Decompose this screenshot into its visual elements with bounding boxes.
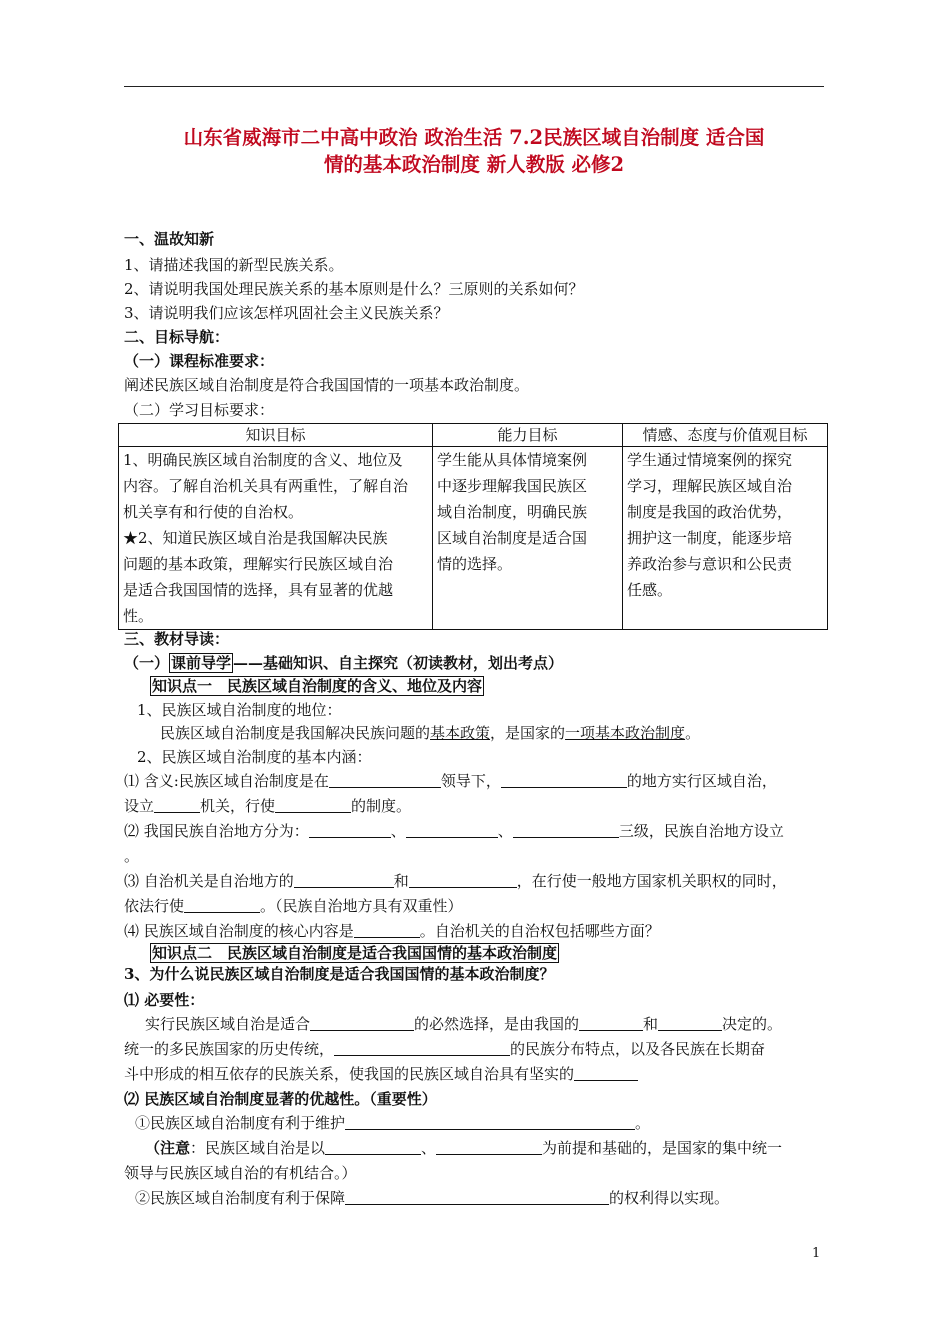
s1-q3: 3、请说明我们应该怎样巩固社会主义民族关系？ (124, 304, 449, 322)
necessity-heading: ⑴ 必要性： (124, 991, 205, 1009)
s2-sub2: （二）学习目标要求： (124, 401, 275, 419)
page-number: 1 (812, 1246, 821, 1261)
s2-standard: 阐述民族区域自治制度是符合我国国情的一项基本政治制度。 (124, 376, 530, 394)
n-line3: 斗中形成的相互依存的民族关系，使我国的民族区域自治具有坚实的 (124, 1063, 638, 1085)
s2-sub1: （一）课程标准要求： (124, 352, 275, 370)
h2-line2: 。 (124, 847, 140, 865)
a1-line: ①民族区域自治制度有利于维护 。 (135, 1114, 651, 1132)
th-ability: 能力目标 (433, 424, 623, 447)
h1-line2: 设立 机关，行使 的制度。 (124, 797, 412, 815)
header-rule (124, 86, 824, 87)
s3-p2: 2、民族区域自治制度的基本内涵： (137, 748, 372, 766)
document-title (124, 124, 824, 178)
h2-line1: ⑵ 我国民族自治地方分为： 、 、 三级，民族自治地方设立 (124, 822, 784, 840)
knowledge-point-2: 知识点二 民族区域自治制度是适合我国国情的基本政治制度 (152, 944, 558, 962)
th-attitude: 情感、态度与价值观目标 (623, 424, 828, 447)
cell-knowledge: 1、明确民族区域自治制度的含义、地位及 内容。了解自治机关具有两重性，了解自治 机关享有和行使的自治权。 ★2、知道民族区域自治是我国解决民族 问题的基本政策，理解实行民族区域自治 是适合我国国情的选择，具有显著的优越 性。 (119, 447, 433, 630)
h4-line: ⑷ 民族区域自治制度的核心内容是 。自治机关的自治权包括哪些方面？ (124, 922, 660, 940)
s1-q1: 1、请描述我国的新型民族关系。 (124, 256, 344, 274)
goals-table (118, 423, 828, 630)
advantage-heading: ⑵ 民族区域自治制度显著的优越性。（重要性） (124, 1090, 437, 1108)
s3-p1a: 民族区域自治制度是我国解决民族问题的基本政策，是国家的一项基本政治制度。 (160, 724, 701, 742)
s3-q3: 3、为什么说民族区域自治制度是适合我国国情的基本政治制度？ (124, 965, 555, 983)
h1-line1: ⑴ 含义:民族区域自治制度是在 领导下， 的地方实行区域自治， (124, 772, 777, 790)
n-line1: 实行民族区域自治是适合 的必然选择，是由我国的 和 决定的。 (145, 1015, 783, 1033)
section1-heading: 一、温故知新 (124, 230, 215, 248)
h3-line1: ⑶ 自治机关是自治地方的 和 ，在行使一般地方国家机关职权的同时， (124, 872, 787, 890)
title-line-2: 情的基本政治制度 新人教版 必修2 (323, 153, 625, 176)
th-knowledge: 知识目标 (119, 424, 433, 447)
s3-p1: 1、民族区域自治制度的地位： (137, 701, 342, 719)
h3-line2: 依法行使 。（民族自治地方具有双重性） (124, 897, 463, 915)
cell-ability: 学生能从具体情境案例 中逐步理解我国民族区 域自治制度，明确民族 区域自治制度是适合国 情的选择。 (433, 447, 623, 630)
cell-attitude: 学生通过情境案例的探究 学习，理解民族区域自治 制度是我国的政治优势， 拥护这一制度，能逐步培 养政治参与意识和公民责 任感。 (623, 447, 828, 630)
section2-heading: 二、目标导航： (124, 328, 230, 346)
section3-heading: 三、教材导读： (124, 630, 230, 648)
note-line2: 领导与民族区域自治的有机结合。） (124, 1164, 357, 1182)
a2-line: ②民族区域自治制度有利于保障 的权利得以实现。 (135, 1189, 730, 1207)
note-line1: （注意：民族区域自治是以 、 为前提和基础的，是国家的集中统一 (145, 1139, 783, 1157)
s3-sub1: （一） 课前导学 ——基础知识、自主探究（初读教材，划出考点） (124, 654, 564, 672)
s1-q2: 2、请说明我国处理民族关系的基本原则是什么？三原则的关系如何？ (124, 280, 584, 298)
title-line-1: 山东省威海市二中高中政治 政治生活 7.2民族区域自治制度 适合国 (183, 126, 765, 149)
n-line2: 统一的多民族国家的历史传统， 的民族分布特点，以及各民族在长期奋 (124, 1040, 766, 1058)
knowledge-point-1: 知识点一 民族区域自治制度的含义、地位及内容 (152, 677, 483, 695)
